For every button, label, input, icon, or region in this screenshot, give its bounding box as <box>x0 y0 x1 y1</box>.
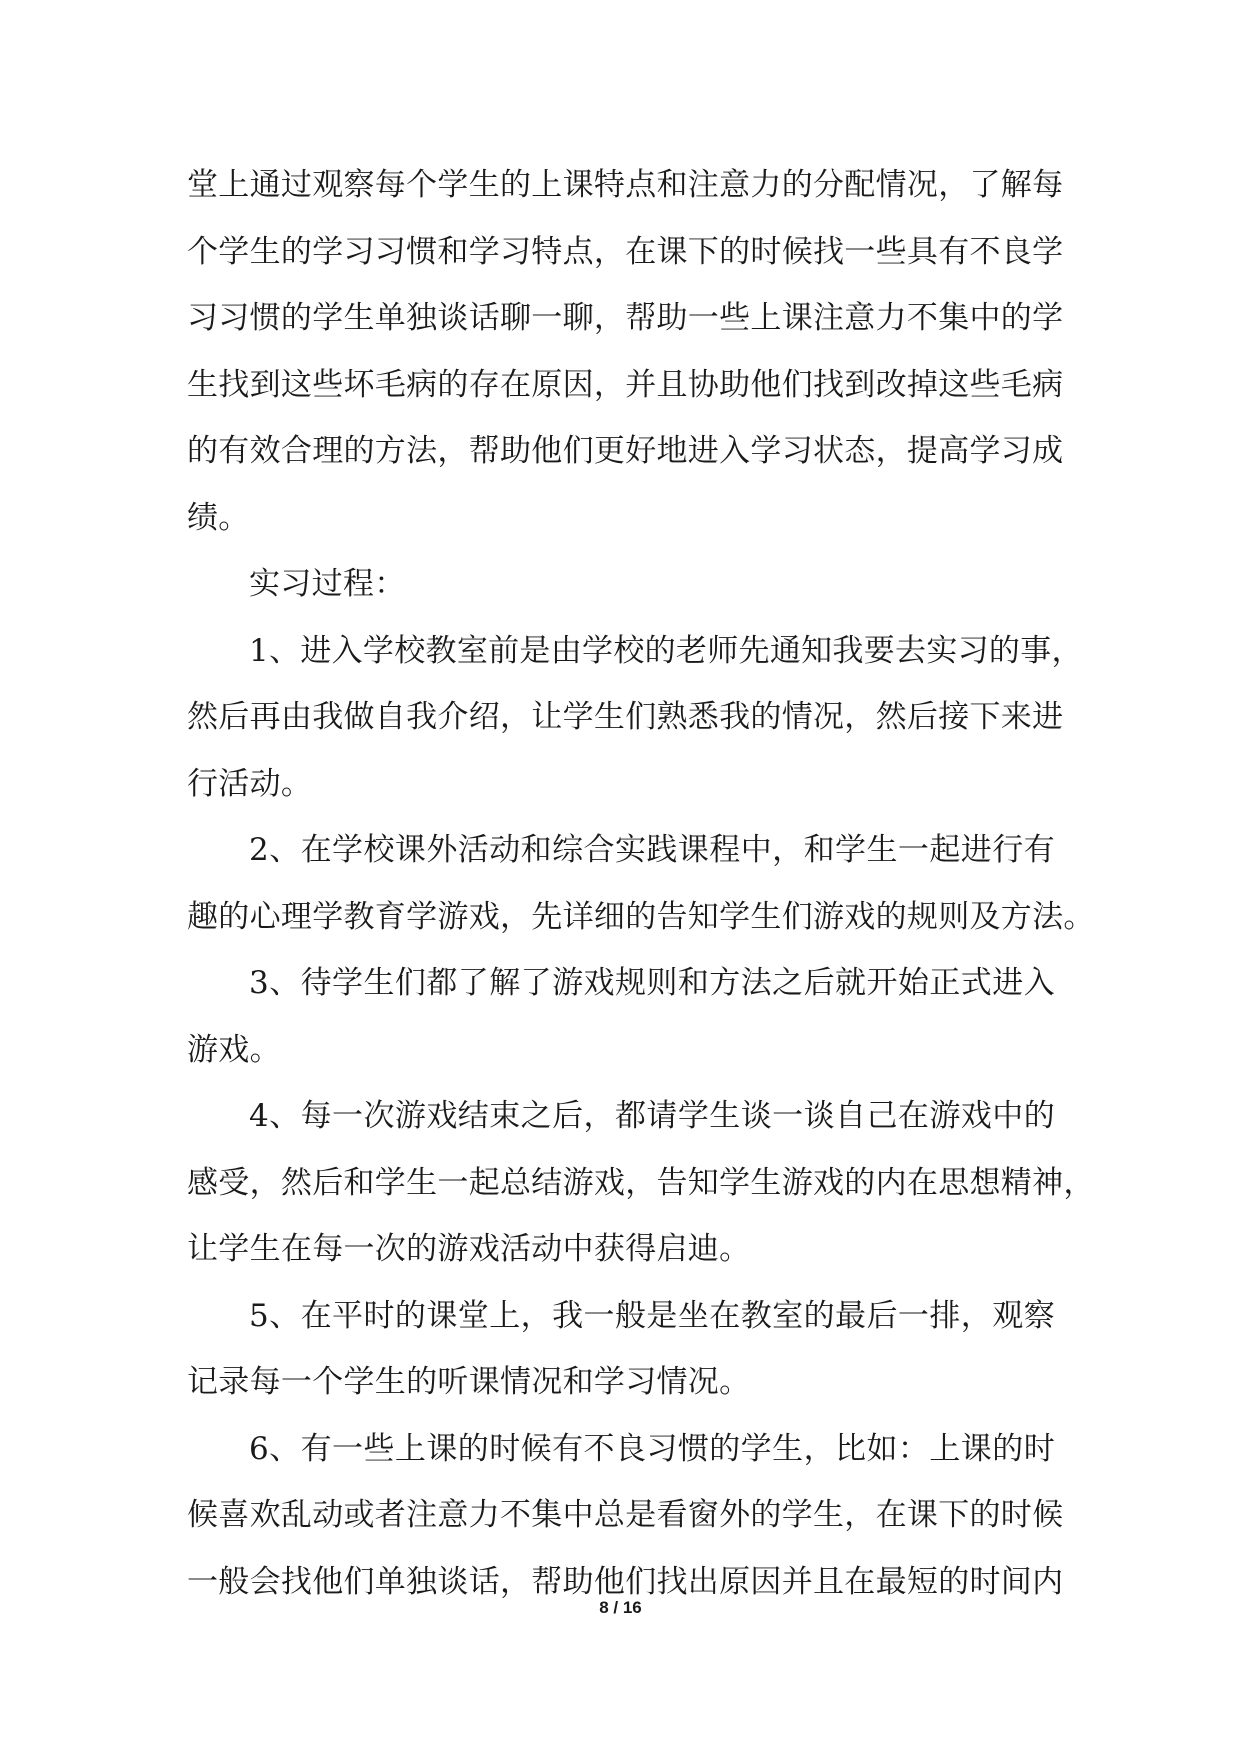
text-line: 3、待学生们都了解了游戏规则和方法之后就开始正式进入 <box>249 965 1055 1001</box>
text-line: 然后再由我做自我介绍，让学生们熟悉我的情况，然后接下来进 <box>187 699 1064 735</box>
text-line: 游戏。 <box>187 1031 281 1068</box>
text-line: 习习惯的学生单独谈话聊一聊，帮助一些上课注意力不集中的学 <box>187 300 1064 336</box>
text-line: 感受，然后和学生一起总结游戏，告知学生游戏的内在思想精神， <box>187 1164 1095 1201</box>
text-line: 5、在平时的课堂上，我一般是坐在教室的最后一排，观察 <box>249 1297 1055 1334</box>
text-line: 绩。 <box>187 499 250 536</box>
text-line: 2、在学校课外活动和综合实践课程中，和学生一起进行有 <box>249 832 1055 868</box>
text-line: 堂上通过观察每个学生的上课特点和注意力的分配情况，了解每 <box>187 167 1064 203</box>
section-heading: 实习过程： <box>249 566 406 602</box>
text-line: 生找到这些坏毛病的存在原因，并且协助他们找到改掉这些毛病 <box>187 366 1064 403</box>
page-number: 8 / 16 <box>599 1598 642 1617</box>
text-line: 个学生的学习习惯和学习特点，在课下的时候找一些具有不良学 <box>187 233 1064 270</box>
text-line: 的有效合理的方法，帮助他们更好地进入学习状态，提高学习成 <box>187 433 1064 469</box>
text-line: 1、进入学校教室前是由学校的老师先通知我要去实习的事， <box>249 632 1083 669</box>
text-line: 一般会找他们单独谈话，帮助他们找出原因并且在最短的时间内 <box>187 1563 1064 1600</box>
text-line: 趣的心理学教育学游戏，先详细的告知学生们游戏的规则及方法。 <box>187 898 1095 935</box>
text-line: 4、每一次游戏结束之后，都请学生谈一谈自己在游戏中的 <box>249 1098 1055 1134</box>
text-line: 记录每一个学生的听课情况和学习情况。 <box>187 1364 751 1400</box>
text-line: 6、有一些上课的时候有不良习惯的学生，比如：上课的时 <box>249 1430 1055 1467</box>
text-line: 让学生在每一次的游戏活动中获得启迪。 <box>187 1231 751 1267</box>
text-line: 行活动。 <box>187 765 313 802</box>
document-body <box>187 152 1095 1615</box>
text-line: 候喜欢乱动或者注意力不集中总是看窗外的学生，在课下的时候 <box>187 1497 1064 1533</box>
